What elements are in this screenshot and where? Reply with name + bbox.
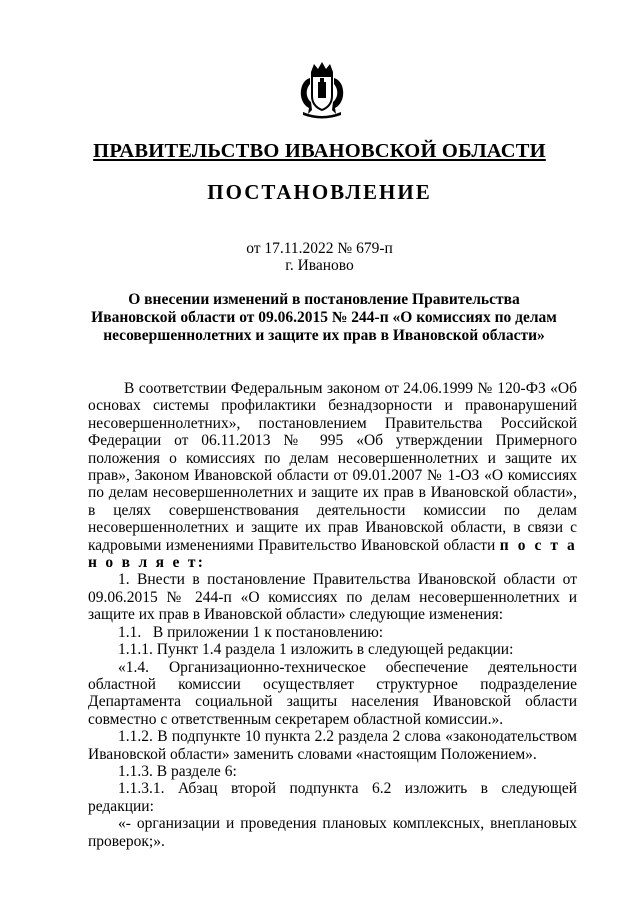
document-body (88, 380, 577, 850)
decree-word: п о с т а н о в л я е т: (88, 536, 578, 572)
body-paragraph: «1.4. Организационно-техническое обеспечение деятельности областной комиссии осуществляет структурное подразделение Департамента социальной защиты населения Ивановской области совместно с ответственным секретарем областной комиссии.». (88, 658, 577, 728)
body-paragraph: 1. Внести в постановление Правительства Ивановской области от 09.06.2015 № 244-п «О комиссиях по делам несовершеннолетних и защите их прав в Ивановской области» следующие изменения: (88, 571, 577, 624)
preamble-paragraph (88, 380, 577, 571)
subject-line: Ивановской области от 09.06.2015 № 244-п «О комиссиях по делам (91, 308, 557, 326)
body-paragraph: «- организации и проведения плановых комплексных, внеплановых проверок;». (88, 815, 577, 850)
document-type: ПОСТАНОВЛЕНИЕ (207, 180, 432, 204)
document-city: г. Иваново (285, 257, 354, 274)
preamble-text: В соответствии Федеральным законом от 24.06.1999 № 120-ФЗ «Об основах системы профилактики безнадзорности и правонарушений несовершеннолетних», постановлением Правительства Российской Федерации от 06.11.2013 № 995 «Об утверждении Примерного положения о комиссиях по делам несовершеннолетних и защите их прав», Законом Ивановской области от 09.01.2007 № 1-ОЗ «О комиссиях по делам несовершеннолетних и защите их прав в Ивановской области», в целях совершенствования деятельности комиссии по делам несовершеннолетних и защите их прав Ивановской области, в связи с кадровыми изменениями Правительство Ивановской области (88, 380, 577, 554)
body-paragraph: 1.1. В приложении 1 к постановлению: (118, 623, 384, 641)
government-title: ПРАВИТЕЛЬСТВО ИВАНОВСКОЙ ОБЛАСТИ (93, 140, 546, 162)
body-paragraph: 1.1.2. В подпункте 10 пункта 2.2 раздела 2 слова «законодательством Ивановской области» заменить словами «настоящим Положением». (88, 728, 577, 763)
document-date: от 17.11.2022 № 679-п (246, 240, 393, 257)
document-subject (84, 291, 564, 344)
subject-line: О внесении изменений в постановление Правительства (128, 291, 520, 308)
coat-of-arms-icon (291, 60, 353, 122)
body-paragraph: 1.1.3.1. Абзац второй подпункта 6.2 изложить в следующей редакции: (88, 780, 577, 815)
body-paragraph: 1.1.3. В разделе 6: (118, 762, 237, 780)
subject-line: несовершеннолетних и защите их прав в Ивановской области» (103, 326, 545, 344)
body-paragraph: 1.1.1. Пункт 1.4 раздела 1 изложить в следующей редакции: (118, 641, 514, 659)
